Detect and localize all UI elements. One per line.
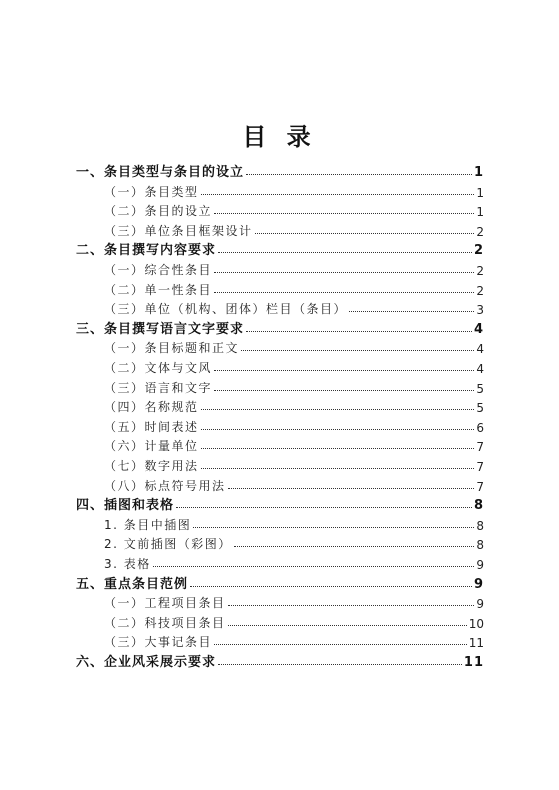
dot-leader bbox=[214, 370, 474, 371]
toc-entry-label: （三）单位（机构、团体）栏目（条目） bbox=[104, 302, 348, 317]
toc-subsection-entry bbox=[104, 532, 484, 552]
toc-subsection-entry bbox=[104, 180, 484, 200]
toc-entry-label: （一）条目类型 bbox=[104, 184, 199, 199]
dot-leader bbox=[234, 546, 475, 547]
dot-leader bbox=[228, 488, 475, 489]
dot-leader bbox=[190, 586, 472, 587]
dot-leader bbox=[201, 429, 475, 430]
toc-entry-label: （三）语言和文字 bbox=[104, 380, 213, 395]
toc-entry-label: 二、条目撰写内容要求 bbox=[76, 243, 217, 259]
toc-entry-page-number: 8 bbox=[476, 538, 484, 553]
toc-subsection-entry bbox=[104, 356, 484, 376]
dot-leader bbox=[176, 507, 472, 508]
toc-entry-page-number: 2 bbox=[476, 264, 484, 278]
toc-subsection-entry bbox=[104, 591, 484, 611]
toc-entry-label: （七）数字用法 bbox=[104, 459, 199, 473]
dot-leader bbox=[214, 272, 474, 273]
dot-leader bbox=[201, 448, 475, 449]
toc-entry-label: 五、重点条目范例 bbox=[76, 576, 189, 592]
toc-entry-page-number: 4 bbox=[476, 362, 484, 376]
toc-entry-page-number: 11 bbox=[468, 636, 484, 651]
toc-subsection-entry bbox=[104, 395, 484, 415]
toc-entry-page-number: 10 bbox=[468, 616, 484, 631]
dot-leader bbox=[228, 605, 475, 606]
toc-entry-page-number: 2 bbox=[476, 283, 484, 298]
toc-entry-page-number: 9 bbox=[476, 558, 484, 572]
toc-entry-label: （二）文体与文风 bbox=[104, 361, 213, 375]
toc-subsection-entry bbox=[104, 474, 484, 494]
toc-subsection-entry bbox=[104, 454, 484, 474]
toc-entry-label: （二）条目的设立 bbox=[104, 204, 213, 219]
toc-entry-label: （一）条目标题和正文 bbox=[104, 341, 240, 356]
dot-leader bbox=[201, 194, 475, 195]
toc-subsection-entry bbox=[104, 552, 484, 572]
toc-entry-page-number: 2 bbox=[476, 224, 484, 239]
dot-leader bbox=[214, 644, 467, 645]
toc-entry-page-number: 4 bbox=[473, 321, 484, 337]
toc-entry-label: （四）名称规范 bbox=[104, 400, 199, 415]
toc-entry-label: （一）工程项目条目 bbox=[104, 596, 226, 611]
toc-entry-label: 六、企业风采展示要求 bbox=[76, 655, 217, 670]
toc-entry-page-number: 7 bbox=[476, 479, 484, 494]
toc-entry-label: 2. 文前插图（彩图） bbox=[104, 537, 232, 552]
toc-entry-label: 1. 条目中插图 bbox=[104, 517, 192, 532]
toc-entry-label: 四、插图和表格 bbox=[76, 498, 175, 514]
toc-entry-page-number: 1 bbox=[476, 205, 484, 220]
toc-subsection-entry bbox=[104, 199, 484, 219]
toc-entry-label: （三）大事记条目 bbox=[104, 635, 213, 650]
dot-leader bbox=[218, 664, 462, 665]
dot-leader bbox=[193, 527, 474, 528]
toc-entry-page-number: 3 bbox=[476, 303, 484, 318]
dot-leader bbox=[228, 625, 467, 626]
dot-leader bbox=[214, 213, 474, 214]
toc-section-entry bbox=[76, 572, 484, 592]
toc-section-entry bbox=[76, 317, 484, 337]
toc-entry-label: （五）时间表述 bbox=[104, 419, 199, 434]
dot-leader bbox=[214, 390, 474, 391]
toc-section-entry bbox=[76, 650, 484, 670]
dot-leader bbox=[241, 350, 474, 351]
toc-entry-page-number: 1 bbox=[476, 185, 484, 200]
toc-section-entry bbox=[76, 238, 484, 258]
toc-entry-page-number: 5 bbox=[476, 401, 484, 416]
toc-entry-page-number: 6 bbox=[476, 420, 484, 435]
toc-entry-label: （一）综合性条目 bbox=[104, 263, 213, 277]
toc-subsection-entry bbox=[104, 297, 484, 317]
toc-entry-label: （八）标点符号用法 bbox=[104, 478, 226, 493]
toc-subsection-entry bbox=[104, 258, 484, 278]
toc-subsection-entry bbox=[104, 278, 484, 298]
toc-entry-label: （六）计量单位 bbox=[104, 439, 199, 454]
dot-leader bbox=[201, 409, 475, 410]
toc-entry-label: 一、条目类型与条目的设立 bbox=[76, 165, 245, 180]
toc-subsection-entry bbox=[104, 376, 484, 396]
toc-entry-page-number: 7 bbox=[476, 440, 484, 455]
toc-entry-label: 三、条目撰写语言文字要求 bbox=[76, 321, 245, 337]
dot-leader bbox=[201, 468, 475, 469]
toc-entry-label: （三）单位条目框架设计 bbox=[104, 223, 253, 238]
toc-subsection-entry bbox=[104, 336, 484, 356]
toc-entry-page-number: 2 bbox=[473, 243, 484, 259]
dot-leader bbox=[255, 233, 475, 234]
toc-section-entry bbox=[76, 493, 484, 513]
toc-title: 目 录 bbox=[242, 123, 317, 151]
toc-entry-page-number: 9 bbox=[473, 576, 484, 592]
toc-subsection-entry bbox=[104, 513, 484, 533]
toc-entry-page-number: 8 bbox=[473, 498, 484, 514]
dot-leader bbox=[349, 311, 474, 312]
toc-subsection-entry bbox=[104, 219, 484, 239]
dot-leader bbox=[246, 331, 472, 332]
toc-entry-page-number: 1 bbox=[473, 165, 484, 180]
toc-entry-label: （二）科技项目条目 bbox=[104, 615, 226, 630]
toc-entry-page-number: 7 bbox=[476, 460, 484, 474]
toc-entry-page-number: 8 bbox=[476, 518, 484, 533]
dot-leader bbox=[214, 292, 474, 293]
toc-entry-page-number: 5 bbox=[476, 381, 484, 396]
dot-leader bbox=[153, 566, 475, 567]
toc-subsection-entry bbox=[104, 434, 484, 454]
toc-section-entry bbox=[76, 160, 484, 180]
toc-entry-page-number: 9 bbox=[476, 597, 484, 612]
toc-subsection-entry bbox=[104, 611, 484, 631]
toc-subsection-entry bbox=[104, 630, 484, 650]
toc-entry-label: 3. 表格 bbox=[104, 557, 151, 571]
toc-entry-label: （二）单一性条目 bbox=[104, 282, 213, 297]
toc-subsection-entry bbox=[104, 415, 484, 435]
dot-leader bbox=[218, 252, 472, 253]
toc-entry-page-number: 4 bbox=[476, 342, 484, 357]
toc-entry-page-number: 11 bbox=[463, 655, 484, 670]
dot-leader bbox=[246, 174, 472, 175]
